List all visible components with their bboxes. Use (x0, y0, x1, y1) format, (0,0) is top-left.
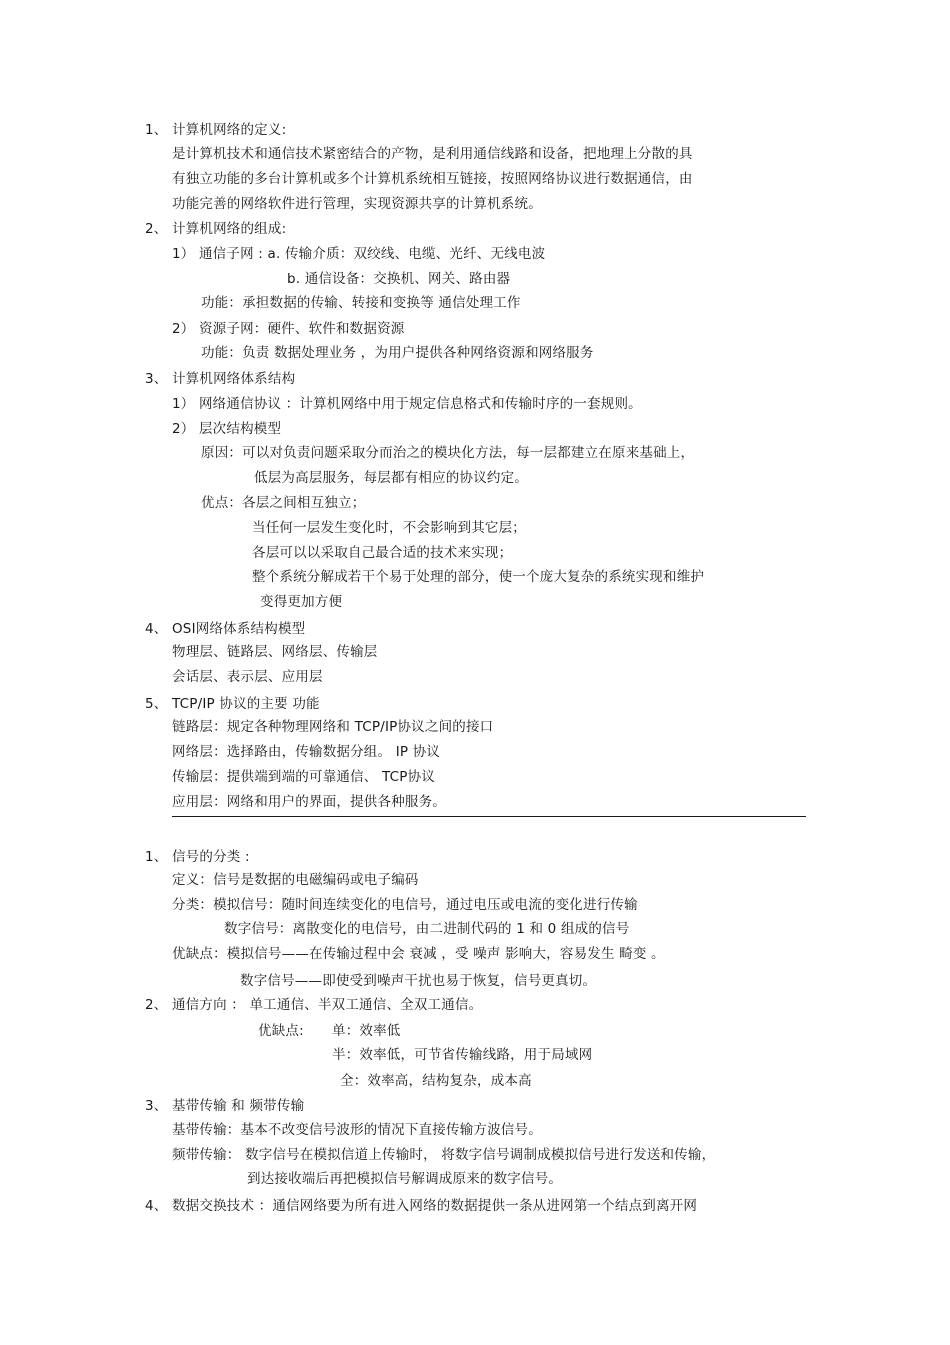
text-line: 原因：可以对负责问题采取分而治之的模块化方法，每一层都建立在原来基础上， (201, 445, 695, 461)
text-line: 物理层、链路层、网络层、传输层 (172, 644, 378, 660)
text-line: 功能：负责 数据处理业务 ，为用户提供各种网络资源和网络服务 (201, 345, 594, 361)
text-line: 优缺点: (258, 1023, 304, 1039)
section1-heading-5: 5、 TCP/IP 协议的主要 功能 (145, 696, 320, 712)
section2-heading-3: 3、 基带传输 和 频带传输 (145, 1098, 305, 1114)
text-line: 有独立功能的多台计算机或多个计算机系统相互链接，按照网络协议进行数据通信，由 (172, 171, 693, 187)
text-line: 1） 通信子网 : a. 传输介质：双绞线、电缆、光纤、无线电波 (172, 246, 546, 262)
section1-heading-3: 3、 计算机网络体系结构 (145, 371, 296, 387)
text-line: 2） 层次结构模型 (172, 421, 282, 437)
text-line: 分类：模拟信号：随时间连续变化的电信号，通过电压或电流的变化进行传输 (172, 897, 638, 913)
text-line: 各层可以以采取自己最合适的技术来实现； (252, 545, 513, 561)
text-line: 会话层、表示层、应用层 (172, 669, 323, 685)
text-line: 链路层：规定各种物理网络和 TCP/IP协议之间的接口 (172, 719, 494, 735)
section2-heading-4: 4、 数据交换技术 ：通信网络要为所有进入网络的数据提供一条从进网第一个结点到离开网 (145, 1198, 698, 1214)
text-line: 传输层：提供端到端的可靠通信、 TCP协议 (172, 769, 436, 785)
text-line: 定义：信号是数据的电磁编码或电子编码 (172, 872, 419, 888)
text-line: 整个系统分解成若干个易于处理的部分，使一个庞大复杂的系统实现和维护 (252, 569, 705, 585)
text-line: 单：效率低 (332, 1023, 401, 1039)
text-line: 变得更加方便 (260, 594, 343, 610)
text-line: 1） 网络通信协议 ：计算机网络中用于规定信息格式和传输时序的一套规则。 (172, 396, 642, 412)
text-line: 网络层：选择路由，传输数据分组。 IP 协议 (172, 744, 441, 760)
text-line: 功能完善的网络软件进行管理，实现资源共享的计算机系统。 (172, 196, 542, 212)
text-line: 是计算机技术和通信技术紧密结合的产物，是利用通信线路和设备，把地理上分散的具 (172, 146, 693, 162)
text-line: 数字信号——即使受到噪声干扰也易于恢复，信号更真切。 (240, 973, 597, 989)
text-line: 2） 资源子网：硬件、软件和数据资源 (172, 321, 405, 337)
text-line: 应用层：网络和用户的界面，提供各种服务。 (172, 794, 446, 810)
text-line: 全：效率高，结构复杂，成本高 (340, 1073, 532, 1089)
section1-heading-2: 2、 计算机网络的组成: (145, 221, 287, 237)
text-line: 功能：承担数据的传输、转接和变换等 通信处理工作 (201, 295, 521, 311)
text-line: 半：效率低，可节省传输线路，用于局域网 (332, 1047, 593, 1063)
text-line: 数字信号：离散变化的电信号，由二进制代码的 1 和 0 组成的信号 (224, 921, 630, 937)
section1-heading-1: 1、 计算机网络的定义: (145, 122, 287, 138)
section2-heading-2: 2、 通信方向 ： 单工通信、半双工通信、全双工通信。 (145, 997, 483, 1013)
text-line: 优缺点：模拟信号——在传输过程中会 衰减 ，受 噪声 影响大，容易发生 畸变 。 (172, 946, 665, 962)
horizontal-divider (172, 816, 806, 817)
text-line: 到达接收端后再把模拟信号解调成原来的数字信号。 (247, 1171, 563, 1187)
text-line: 频带传输： 数字信号在模拟信道上传输时， 将数字信号调制成模拟信号进行发送和传输， (172, 1147, 716, 1163)
section2-heading-1: 1、 信号的分类 : (145, 849, 250, 865)
text-line: b. 通信设备：交换机、网关、路由器 (287, 271, 511, 287)
text-line: 低层为高层服务，每层都有相应的协议约定。 (254, 470, 528, 486)
text-line: 基带传输：基本不改变信号波形的情况下直接传输方波信号。 (172, 1122, 542, 1138)
text-line: 优点：各层之间相互独立； (201, 495, 366, 511)
text-line: 当任何一层发生变化时，不会影响到其它层； (252, 520, 526, 536)
section1-heading-4: 4、 OSI网络体系结构模型 (145, 621, 306, 637)
